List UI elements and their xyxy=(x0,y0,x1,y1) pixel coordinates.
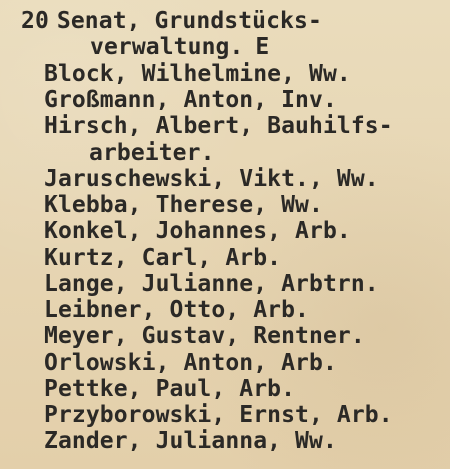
entry-line: Leibner, Otto, Arb. xyxy=(44,297,309,323)
entry-line: Großmann, Anton, Inv. xyxy=(44,87,337,113)
entry-line: Kurtz, Carl, Arb. xyxy=(44,245,282,271)
entry-line: Meyer, Gustav, Rentner. xyxy=(44,323,365,349)
heading-text-2: verwaltung. xyxy=(90,34,244,60)
entry-line: Przyborowski, Ernst, Arb. xyxy=(44,402,393,428)
entry-line: Block, Wilhelmine, Ww. xyxy=(44,61,351,87)
entry-line: Klebba, Therese, Ww. xyxy=(44,192,323,218)
entry-line: Lange, Julianne, Arbtrn. xyxy=(44,271,379,297)
heading-mark: E xyxy=(255,34,270,60)
heading-text-1: Senat, Grundstücks- xyxy=(56,8,322,34)
entry-line: Jaruschewski, Vikt., Ww. xyxy=(44,166,379,192)
entry-line: Hirsch, Albert, Bauhilfs- xyxy=(44,113,393,139)
section-heading-line-1 xyxy=(21,9,322,33)
entry-line: Orlowski, Anton, Arb. xyxy=(44,350,337,376)
section-heading-line-2 xyxy=(90,35,269,59)
entry-line: arbeiter. xyxy=(89,140,215,166)
entry-line: Konkel, Johannes, Arb. xyxy=(44,218,351,244)
entry-line: Pettke, Paul, Arb. xyxy=(44,376,296,402)
entry-line: Zander, Julianna, Ww. xyxy=(44,428,337,454)
section-number: 20 xyxy=(21,8,49,34)
